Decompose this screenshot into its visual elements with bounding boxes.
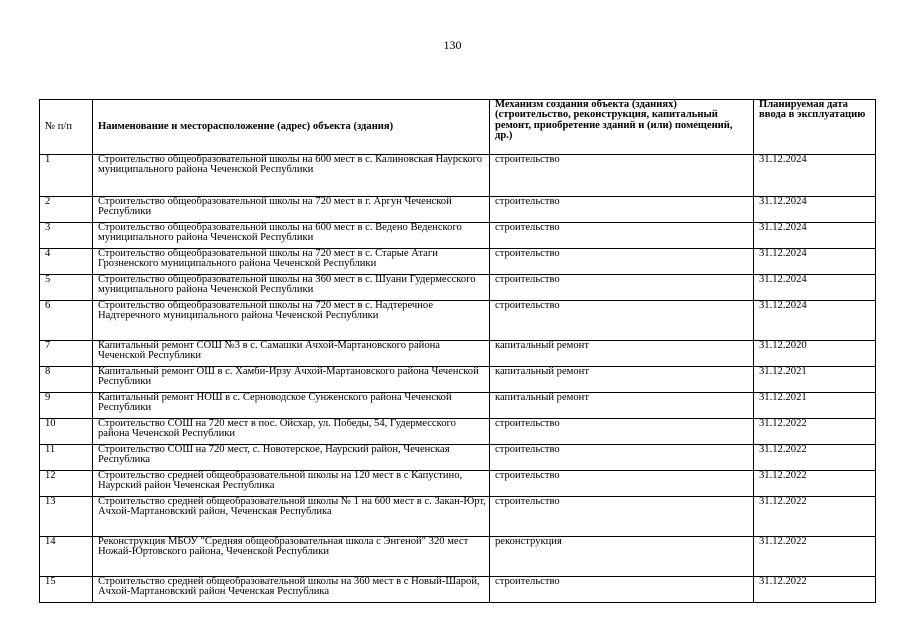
table-row xyxy=(40,497,876,537)
table-row xyxy=(40,155,876,197)
row-object-name: Строительство общеобразовательной школы на 720 мест в с. Старые Атаги Грозненского муниципального района Чеченской Республики xyxy=(93,249,490,275)
table-row xyxy=(40,223,876,249)
row-mechanism: строительство xyxy=(490,155,754,197)
row-commissioning-date: 31.12.2024 xyxy=(754,301,876,341)
row-number: 9 xyxy=(40,393,93,419)
row-number: 7 xyxy=(40,341,93,367)
row-object-name: Строительство СОШ на 720 мест, с. Новотерское, Наурский район, Чеченская Республика xyxy=(93,445,490,471)
row-object-name: Строительство общеобразовательной школы на 720 мест в с. Надтеречное Надтеречного муниципального района Чеченской Республики xyxy=(93,301,490,341)
row-number: 13 xyxy=(40,497,93,537)
row-commissioning-date: 31.12.2021 xyxy=(754,367,876,393)
facilities-table xyxy=(39,99,876,603)
row-mechanism: строительство xyxy=(490,301,754,341)
table-header xyxy=(40,100,876,155)
page-number: 130 xyxy=(443,38,462,52)
header-mechanism: Механизм создания объекта (зданиях) (строительство, реконструкция, капитальный ремонт, приобретение зданий и (или) помещений, др.) xyxy=(490,100,754,155)
row-mechanism: реконструкция xyxy=(490,537,754,577)
row-number: 10 xyxy=(40,419,93,445)
row-number: 5 xyxy=(40,275,93,301)
row-number: 14 xyxy=(40,537,93,577)
table-row xyxy=(40,471,876,497)
row-commissioning-date: 31.12.2020 xyxy=(754,341,876,367)
row-commissioning-date: 31.12.2022 xyxy=(754,445,876,471)
row-commissioning-date: 31.12.2022 xyxy=(754,419,876,445)
table-row xyxy=(40,393,876,419)
table-row xyxy=(40,197,876,223)
row-object-name: Строительство СОШ на 720 мест в пос. Ойсхар, ул. Победы, 54, Гудермесского района Чеченской Республики xyxy=(93,419,490,445)
row-commissioning-date: 31.12.2022 xyxy=(754,497,876,537)
row-number: 15 xyxy=(40,577,93,603)
table-row xyxy=(40,301,876,341)
row-object-name: Строительство средней общеобразовательной школы № 1 на 600 мест в с. Закан-Юрт, Ачхой-Мартановский район, Чеченская Республика xyxy=(93,497,490,537)
row-mechanism: строительство xyxy=(490,445,754,471)
row-commissioning-date: 31.12.2024 xyxy=(754,155,876,197)
table-row xyxy=(40,577,876,603)
row-number: 4 xyxy=(40,249,93,275)
row-mechanism: строительство xyxy=(490,419,754,445)
row-mechanism: капитальный ремонт xyxy=(490,367,754,393)
row-mechanism: строительство xyxy=(490,471,754,497)
row-commissioning-date: 31.12.2024 xyxy=(754,223,876,249)
row-number: 2 xyxy=(40,197,93,223)
row-number: 1 xyxy=(40,155,93,197)
row-mechanism: строительство xyxy=(490,249,754,275)
row-mechanism: капитальный ремонт xyxy=(490,393,754,419)
row-mechanism: строительство xyxy=(490,223,754,249)
row-number: 8 xyxy=(40,367,93,393)
row-object-name: Капитальный ремонт СОШ №3 в с. Самашки Ачхой-Мартановского района Чеченской Республики xyxy=(93,341,490,367)
row-commissioning-date: 31.12.2022 xyxy=(754,471,876,497)
header-number: № п/п xyxy=(40,100,93,155)
row-object-name: Строительство общеобразовательной школы на 600 мест в с. Калиновская Наурского муниципального района Чеченской Республики xyxy=(93,155,490,197)
table-row xyxy=(40,275,876,301)
row-mechanism: строительство xyxy=(490,577,754,603)
row-object-name: Реконструкция МБОУ "Средняя общеобразовательная школа с Энгеной" 320 мест Ножай-Юртовского района, Чеченской Республики xyxy=(93,537,490,577)
row-number: 11 xyxy=(40,445,93,471)
row-mechanism: строительство xyxy=(490,197,754,223)
header-name-location: Наименование и месторасположение (адрес) объекта (здания) xyxy=(93,100,490,155)
table-row xyxy=(40,537,876,577)
row-mechanism: капитальный ремонт xyxy=(490,341,754,367)
row-object-name: Капитальный ремонт ОШ в с. Хамби-Ирзу Ачхой-Мартановского района Чеченской Республики xyxy=(93,367,490,393)
row-commissioning-date: 31.12.2021 xyxy=(754,393,876,419)
table-row xyxy=(40,367,876,393)
row-number: 12 xyxy=(40,471,93,497)
row-object-name: Строительство средней общеобразовательной школы на 360 мест в с Новый-Шарой, Ачхой-Мартановский район Чеченская Республика xyxy=(93,577,490,603)
row-number: 6 xyxy=(40,301,93,341)
table-row xyxy=(40,419,876,445)
table-row xyxy=(40,249,876,275)
row-number: 3 xyxy=(40,223,93,249)
header-commissioning-date: Планируемая дата ввода в эксплуатацию xyxy=(754,100,876,155)
row-object-name: Строительство общеобразовательной школы на 600 мест в с. Ведено Веденского муниципального района Чеченской Республики xyxy=(93,223,490,249)
table-row xyxy=(40,341,876,367)
row-mechanism: строительство xyxy=(490,275,754,301)
row-mechanism: строительство xyxy=(490,497,754,537)
row-commissioning-date: 31.12.2024 xyxy=(754,197,876,223)
row-object-name: Строительство средней общеобразовательной школы на 120 мест в с Капустино, Наурский район Чеченская Республика xyxy=(93,471,490,497)
row-object-name: Строительство общеобразовательной школы на 360 мест в с. Шуани Гудермесского муниципального района Чеченской Республики xyxy=(93,275,490,301)
row-commissioning-date: 31.12.2024 xyxy=(754,249,876,275)
table-body xyxy=(40,155,876,603)
row-object-name: Строительство общеобразовательной школы на 720 мест в г. Аргун Чеченской Республики xyxy=(93,197,490,223)
row-commissioning-date: 31.12.2022 xyxy=(754,537,876,577)
row-object-name: Капитальный ремонт НОШ в с. Серноводское Сунженского района Чеченской Республики xyxy=(93,393,490,419)
row-commissioning-date: 31.12.2022 xyxy=(754,577,876,603)
table-row xyxy=(40,445,876,471)
row-commissioning-date: 31.12.2024 xyxy=(754,275,876,301)
